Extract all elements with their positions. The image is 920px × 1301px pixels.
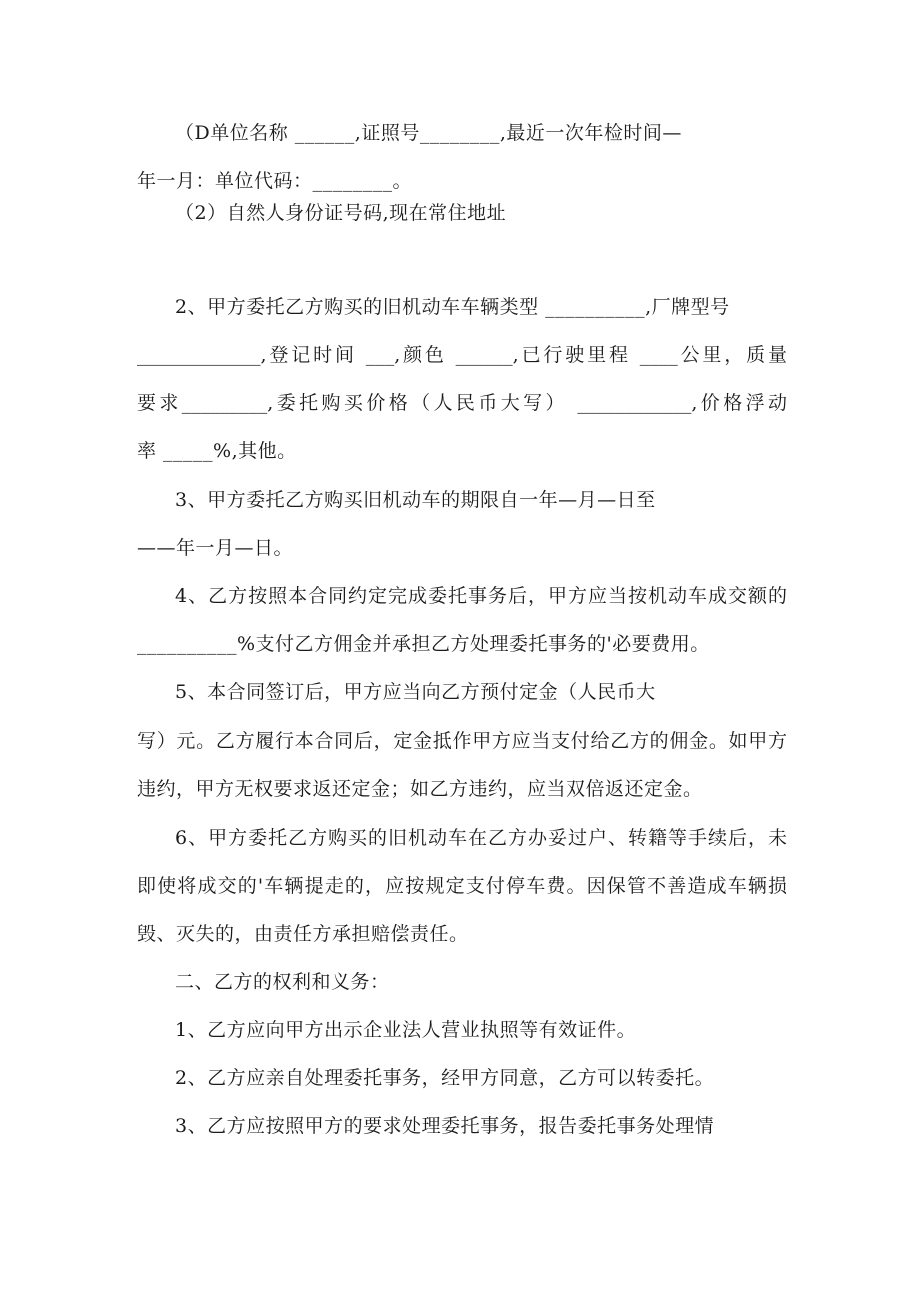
clause-5-line-2: 写）元。乙方履行本合同后，定金抵作甲方应当支付给乙方的佣金。如甲方 <box>137 730 787 752</box>
clause-4-line-1: 4、乙方按照本合同约定完成委托事务后，甲方应当按机动车成交额的 <box>175 585 787 607</box>
clause-6-line-3: 毁、灭失的，由责任方承担赔偿责任。 <box>137 923 469 945</box>
natural-person-line: （2）自然人身份证号码,现在常住地址 <box>175 202 507 224</box>
clause-2-line-1: 2、甲方委托乙方购买的旧机动车车辆类型 __________,厂牌型号 <box>175 296 730 318</box>
clause-3-line-2: ——年一月—日。 <box>137 537 294 559</box>
unit-code-line: 年一月：单位代码：________。 <box>137 170 413 192</box>
clause-4-line-2: __________%支付乙方佣金并承担乙方处理委托事务的'必要费用。 <box>137 633 710 655</box>
clause-2-line-4: 率 _____%,其他。 <box>137 440 297 462</box>
clause-6-line-1: 6、甲方委托乙方购买的旧机动车在乙方办妥过户、转籍等手续后，未 <box>175 827 787 849</box>
party-b-item-2: 2、乙方应亲自处理委托事务，经甲方同意，乙方可以转委托。 <box>175 1067 715 1089</box>
party-b-item-3: 3、乙方应按照甲方的要求处理委托事务，报告委托事务处理情 <box>175 1115 715 1137</box>
clause-2-line-2: _____________,登记时间 ___,颜色 ______,已行驶里程 ____公里，质量 <box>137 344 787 366</box>
section-heading-party-b: 二、乙方的权利和义务： <box>175 971 390 993</box>
clause-5-line-3: 违约，甲方无权要求返还定金；如乙方违约，应当双倍返还定金。 <box>137 778 703 800</box>
clause-5-line-1: 5、本合同签订后，甲方应当向乙方预付定金（人民币大 <box>175 681 656 703</box>
clause-3-line-1: 3、甲方委托乙方购买旧机动车的期限自一年—月—日至 <box>175 489 656 511</box>
clause-2-line-3: 要求_________,委托购买价格（人民币大写） ____________,价格浮动 <box>137 392 787 414</box>
party-b-item-1: 1、乙方应向甲方出示企业法人营业执照等有效证件。 <box>175 1019 637 1041</box>
unit-info-line: （D单位名称 ______,证照号________,最近一次年检时间— <box>175 122 682 144</box>
clause-6-line-2: 即使将成交的'车辆提走的，应按规定支付停车费。因保管不善造成车辆损 <box>137 875 787 897</box>
